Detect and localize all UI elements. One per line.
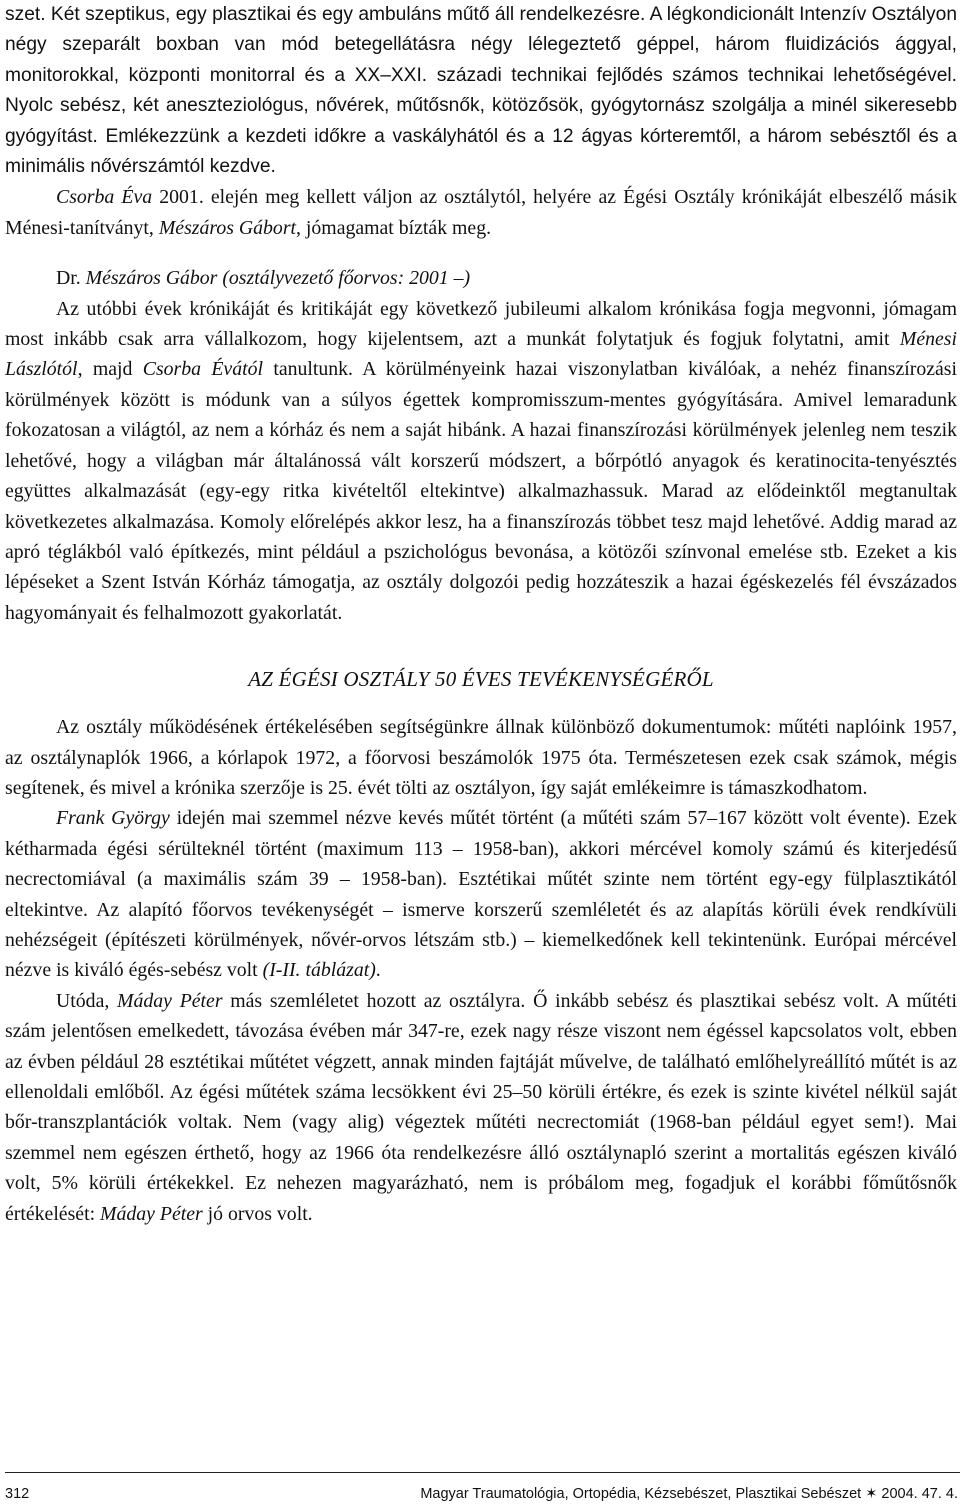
maday-paragraph (5, 986, 957, 1229)
page-number: 312 (5, 1486, 30, 1502)
sources-paragraph: Az osztály működésének értékelésében segítségünkre állnak különböző dokumentumok: műtéti naplóink 1957, az osztálynaplók 1966, a kórlapok 1972, a főorvosi beszámolók 1975 óta. Természetesen ezek csak számok, mégis segítenek, és mivel a krónika szerzője is 25. évét tölti az osztályon, így saját emlékeimre is támaszkodhatom. (5, 716, 957, 799)
csorba-paragraph (5, 182, 957, 243)
person-name: Csorba Éva (56, 186, 153, 209)
text-segment: más szemléletet hozott az osztályra. Ő inkább sebész és plasztikai sebész volt. A műtéti szám jelentősen emelkedett, távozása évében már 347-re, ezek nagy része viszont nem égéssel kapcsolatos volt, ebben az évben például 28 esztétikai műtétet végzett, annak minden fajtáját művelve, de található emlőhelyreállító műtét is az ellenoldali emlőből. Az égési műtétek száma lecsökkent évi 25–50 körüli értékre, és ezek is szinte kivétel nélkül saját bőr-transzplantációk voltak. Nem (vagy alig) végeztek műtéti necrectomiát (1968-ban például egyet sem!). Mai szemmel nem egészen érthető, hogy az 1966 óta rendelkezésre álló osztálynapló szerint a mortalitás egészen kiváló volt, 5% körüli értékekkel. Ez nehezen magyarázható, nem is próbálom meg, fogadjuk el korábbi főműtősnők értékelését: (5, 989, 957, 1225)
text-segment: jó orvos volt. (202, 1202, 313, 1225)
text-segment: Az utóbbi évek krónikáját és kritikáját egy következő jubileumi alkalom krónikása fogja megvonni, jómagam most inkább csak arra vállalkozom, hogy kijelentsem, azt a munkát folytatjuk és fogjuk folytatni, amit (5, 297, 957, 351)
journal-issue: 2004. 47. 4. (881, 1486, 958, 1502)
text-segment: . (375, 959, 381, 982)
meszaros-paragraph (5, 294, 957, 628)
person-name: Frank György (56, 807, 170, 830)
subheading-title-prefix: Dr. (56, 267, 81, 290)
person-name: Ménesi Lászlótól (5, 328, 957, 381)
person-name: Mészáros Gábort (158, 216, 297, 239)
section-subheading (5, 263, 957, 293)
frank-paragraph (5, 803, 957, 985)
star-icon: ✶ (865, 1486, 878, 1502)
text-segment: , majd (77, 358, 143, 381)
footer-divider (5, 1472, 960, 1473)
text-segment: idején mai szemmel nézve kevés műtét történt (a műtéti szám 57–167 között volt évente). Ezek kétharmada égési sérülteknél történt (maximum 113 – 1958-ban), akkori mércével komoly számú és kiterjedésű necrectomiával (a maximális szám 39 – 1958-ban). Esztétikai műtét szinte nem történt egy-egy fülplasztikától eltekintve. Az alapító főorvos tevékenységét – ismerve korszerű szemléletét és az alapítás körüli évek rendkívüli nehézségeit (építészeti körülmények, nővér-orvos létszám stb.) – kiemelkedőnek kell tekintenünk. Európai mércével nézve is kiváló égés-sebész volt (5, 807, 958, 982)
page-footer (5, 1486, 958, 1502)
person-name: Csorba Évától (142, 358, 263, 381)
text-segment: , jómagamat bízták meg. (296, 216, 492, 239)
journal-citation (420, 1486, 958, 1502)
person-name: Máday Péter (117, 989, 223, 1012)
text-segment: tanultunk. A körülményeink hazai viszonylatban kiválóak, a nehéz finanszírozási körülmények között is módunk van a súlyos égettek kompromisszum-mentes gyógyítására. Amivel lemaradunk fokozatosan a világtól, az nem a kórház és nem a saját hibánk. A hazai finanszírozási körülmények jelenleg nem teszik lehetővé, hogy a világban már általánossá vált korszerű módszert, a bőrpótló anyagok és keratinocita-tenyésztés együttes alkalmazását (egy-egy ritka kivételtől eltekintve) alkalmazhassuk. Marad az elődeinktől megtanultak következetes alkalmazása. Komoly előrelépés akkor lesz, ha a finanszírozás többet tesz majd lehetővé. Addig marad az apró téglákból való építkezés, mint például a pszichológus bevonása, a kötözői színvonal emelése stb. Ezeket a kis lépéseket a Szent István Kórház támogatja, az osztály dolgozói pedig hozzáteszik a hazai égéskezelés fél évszázados hagyományait és felhalmozott gyakorlatát. (5, 358, 958, 624)
person-name: Máday Péter (100, 1202, 203, 1225)
section-title: AZ ÉGÉSI OSZTÁLY 50 ÉVES TEVÉKENYSÉGÉRŐL (248, 667, 714, 692)
text-segment: Utóda, (56, 989, 118, 1012)
subheading-title: Mészáros Gábor (osztályvezető főorvos: 2001 –) (80, 267, 471, 290)
text-segment: 2001. elején meg kellett váljon az osztálytól, helyére az Égési Osztály krónikáját elbeszélő másik Ménesi-tanítványt, (5, 186, 957, 239)
intro-paragraph: szet. Két szeptikus, egy plasztikai és egy ambuláns műtő áll rendelkezésre. A légkondicionált Intenzív Osztályon négy szeparált boxban van mód betegellátásra négy lélegeztető géppel, három fluidizációs ággyal, monitorokkal, központi monitorral és a XX–XXI. századi technikai fejlődés számos technikai lehetőségével. Nyolc sebész, két aneszteziológus, nővérek, műtősnők, kötözősök, gyógytornász szolgálja a minél sikeresebb gyógyítást. Emlékezzünk a kezdeti időkre a vaskályhától és a 12 ágyas kórteremtől, a három sebésztől és a minimális nővérszámtól kezdve. (5, 4, 957, 178)
journal-name: Magyar Traumatológia, Ortopédia, Kézsebészet, Plasztikai Sebészet (420, 1486, 862, 1502)
document-page (5, 0, 957, 1229)
table-reference: (I-II. táblázat) (262, 959, 376, 982)
